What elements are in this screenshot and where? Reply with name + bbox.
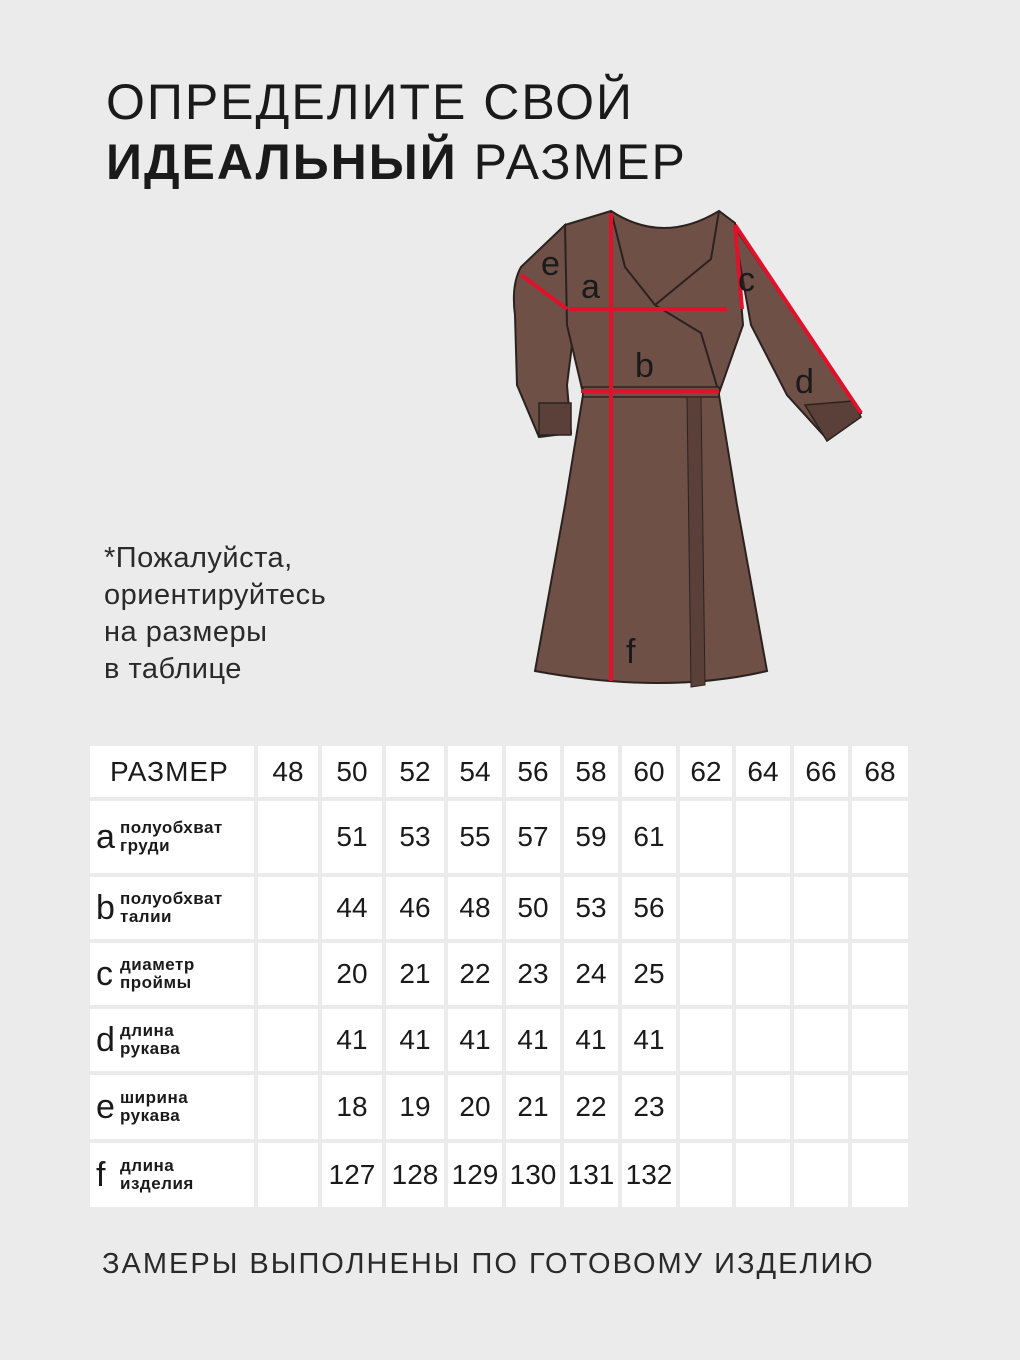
row-description: полуобхват груди	[120, 818, 223, 855]
value-cell	[258, 801, 318, 873]
row-letter: e	[96, 1087, 115, 1126]
value-cell: 132	[622, 1143, 676, 1207]
value-cell	[258, 943, 318, 1005]
table-row	[90, 877, 908, 939]
value-cell	[680, 943, 732, 1005]
row-description: ширина рукава	[120, 1088, 189, 1125]
value-cell: 18	[322, 1075, 382, 1139]
value-cell: 130	[506, 1143, 560, 1207]
value-cell	[736, 1143, 790, 1207]
value-cell: 20	[322, 943, 382, 1005]
note-line: ориентируйтесь	[104, 579, 327, 611]
value-cell	[852, 801, 908, 873]
size-header-row	[90, 746, 908, 797]
row-letter: d	[96, 1020, 115, 1059]
value-cell: 53	[386, 801, 444, 873]
value-cell	[680, 1075, 732, 1139]
value-cell: 23	[506, 943, 560, 1005]
row-letter: c	[96, 954, 113, 993]
size-header-cell: 66	[794, 746, 848, 797]
row-description: длина изделия	[120, 1156, 194, 1193]
dress-diagram	[505, 205, 870, 695]
size-header-cell: 64	[736, 746, 790, 797]
value-cell: 24	[564, 943, 618, 1005]
row-label	[90, 1009, 254, 1071]
row-label	[90, 801, 254, 873]
row-letter: b	[96, 888, 115, 927]
value-cell: 41	[386, 1009, 444, 1071]
value-cell	[794, 1009, 848, 1071]
value-cell: 131	[564, 1143, 618, 1207]
value-cell: 46	[386, 877, 444, 939]
value-cell	[680, 877, 732, 939]
value-cell: 128	[386, 1143, 444, 1207]
value-cell	[258, 1009, 318, 1071]
title-line-1: ОПРЕДЕЛИТЕ СВОЙ	[106, 74, 634, 130]
note-line: в таблице	[104, 653, 242, 685]
left-cuff	[539, 403, 571, 435]
size-header-cell: 62	[680, 746, 732, 797]
value-cell	[736, 1009, 790, 1071]
size-header-cell: 60	[622, 746, 676, 797]
value-cell: 21	[506, 1075, 560, 1139]
size-header-cell: 50	[322, 746, 382, 797]
row-letter: f	[96, 1155, 106, 1194]
value-cell	[258, 877, 318, 939]
value-cell	[736, 943, 790, 1005]
size-header-cell: 58	[564, 746, 618, 797]
value-cell: 22	[448, 943, 502, 1005]
table-row	[90, 801, 908, 873]
value-cell: 41	[622, 1009, 676, 1071]
row-label	[90, 1143, 254, 1207]
diagram-label-c: c	[738, 261, 755, 299]
row-letter: a	[96, 817, 115, 856]
skirt	[535, 395, 767, 683]
value-cell	[852, 1009, 908, 1071]
size-header-cell: 68	[852, 746, 908, 797]
value-cell: 19	[386, 1075, 444, 1139]
value-cell: 56	[622, 877, 676, 939]
value-cell	[852, 1143, 908, 1207]
value-cell: 55	[448, 801, 502, 873]
value-cell: 22	[564, 1075, 618, 1139]
value-cell: 41	[448, 1009, 502, 1071]
table-row	[90, 1075, 908, 1139]
size-table	[86, 742, 912, 1211]
value-cell	[794, 877, 848, 939]
value-cell	[680, 1009, 732, 1071]
row-label	[90, 943, 254, 1005]
value-cell: 25	[622, 943, 676, 1005]
note-line: *Пожалуйста,	[104, 542, 293, 574]
title-bold-word: ИДЕАЛЬНЫЙ	[106, 134, 458, 190]
row-description: длина рукава	[120, 1021, 181, 1058]
size-header-cell: 54	[448, 746, 502, 797]
value-cell: 41	[564, 1009, 618, 1071]
page-title	[106, 72, 687, 192]
diagram-label-a: a	[581, 268, 600, 306]
value-cell: 48	[448, 877, 502, 939]
value-cell: 21	[386, 943, 444, 1005]
value-cell: 41	[322, 1009, 382, 1071]
value-cell: 44	[322, 877, 382, 939]
table-row	[90, 1143, 908, 1207]
value-cell	[680, 801, 732, 873]
value-cell: 41	[506, 1009, 560, 1071]
value-cell	[736, 1075, 790, 1139]
row-label	[90, 877, 254, 939]
table-row	[90, 943, 908, 1005]
value-cell: 20	[448, 1075, 502, 1139]
value-cell	[680, 1143, 732, 1207]
value-cell	[258, 1075, 318, 1139]
value-cell: 57	[506, 801, 560, 873]
value-cell	[852, 943, 908, 1005]
title-rest-word: РАЗМЕР	[473, 134, 687, 190]
size-header-cell: 56	[506, 746, 560, 797]
value-cell: 23	[622, 1075, 676, 1139]
value-cell	[852, 1075, 908, 1139]
value-cell	[736, 801, 790, 873]
value-cell	[794, 1143, 848, 1207]
diagram-label-e: e	[541, 245, 560, 283]
value-cell: 50	[506, 877, 560, 939]
value-cell: 127	[322, 1143, 382, 1207]
size-header-cell: 48	[258, 746, 318, 797]
value-cell: 59	[564, 801, 618, 873]
size-note	[104, 540, 326, 688]
title-line-2	[106, 132, 687, 192]
value-cell: 61	[622, 801, 676, 873]
value-cell	[852, 877, 908, 939]
diagram-label-f: f	[626, 633, 636, 671]
value-cell	[794, 801, 848, 873]
value-cell: 53	[564, 877, 618, 939]
size-header-cell: 52	[386, 746, 444, 797]
row-label	[90, 1075, 254, 1139]
value-cell: 129	[448, 1143, 502, 1207]
row-description: полуобхват талии	[120, 889, 223, 926]
table-row	[90, 1009, 908, 1071]
diagram-label-b: b	[635, 347, 654, 385]
value-cell: 51	[322, 801, 382, 873]
footer-note: ЗАМЕРЫ ВЫПОЛНЕНЫ ПО ГОТОВОМУ ИЗДЕЛИЮ	[102, 1248, 875, 1280]
value-cell	[736, 877, 790, 939]
size-header-label: РАЗМЕР	[90, 746, 254, 797]
value-cell	[794, 1075, 848, 1139]
value-cell	[794, 943, 848, 1005]
value-cell	[258, 1143, 318, 1207]
row-description: диаметр проймы	[120, 955, 195, 992]
diagram-label-d: d	[795, 363, 814, 401]
note-line: на размеры	[104, 616, 268, 648]
